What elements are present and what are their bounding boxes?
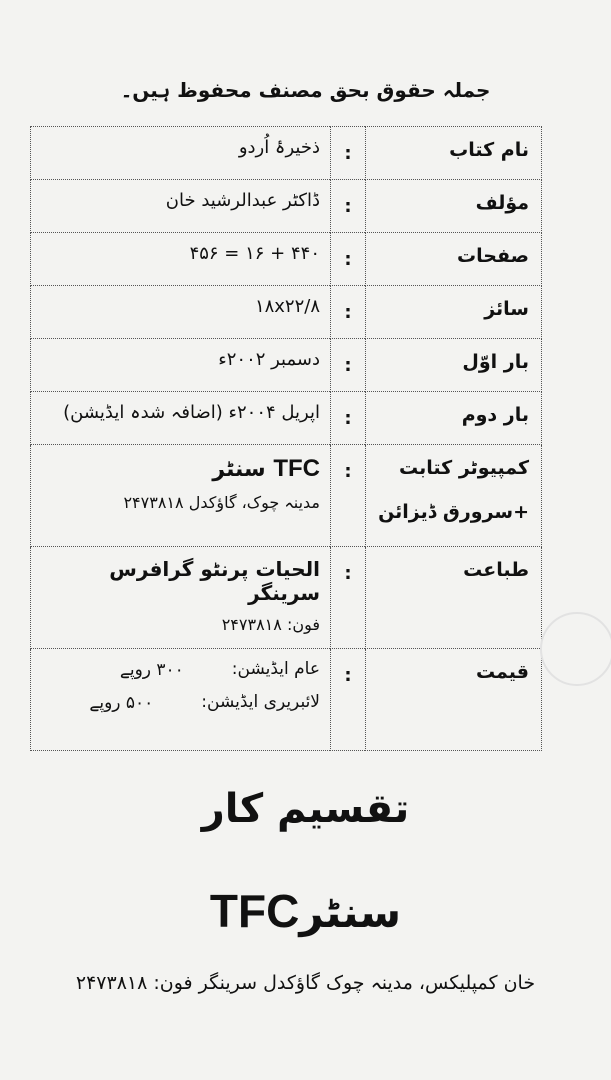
author-value: ڈاکٹر عبدالرشید خان [31, 180, 331, 233]
table-row [31, 127, 542, 180]
second-edition-label: بار دوم [366, 392, 542, 445]
table-row [31, 547, 542, 649]
table-row [31, 286, 542, 339]
pages-value: ۴۴۰ + ۱۶ = ۴۵۶ [31, 233, 331, 286]
colon: : [331, 286, 366, 339]
table-row [31, 392, 542, 445]
printing-value [31, 547, 331, 649]
table-row [31, 180, 542, 233]
printer-name: الحیات پرنٹو گرافرس سرینگر [109, 557, 320, 605]
price-general [31, 659, 320, 680]
printer-phone: فون: ۲۴۷۳۸۱۸ [221, 615, 320, 634]
composing-label [366, 445, 542, 547]
table-row [31, 649, 542, 751]
brand-center: سنٹر [299, 888, 402, 937]
second-edition-value: اپریل ۲۰۰۴ء (اضافہ شدہ ایڈیشن) [31, 392, 331, 445]
colon: : [331, 649, 366, 751]
composing-label-line2: +سرورق ڈیزائن [378, 501, 529, 523]
colon: : [331, 392, 366, 445]
colon: : [331, 339, 366, 392]
printing-label: طباعت [366, 547, 542, 649]
brand-tfc: TFC [273, 455, 320, 482]
first-edition-label: بار اوّل [366, 339, 542, 392]
distribution-brand [0, 884, 611, 938]
colon: : [331, 547, 366, 649]
book-info-table [30, 126, 542, 751]
book-name-value: ذخیرۂ اُردو [31, 127, 331, 180]
book-name-label: نام کتاب [366, 127, 542, 180]
author-label: مؤلف [366, 180, 542, 233]
brand-center: سنٹر [212, 457, 266, 482]
price-general-label: عام ایڈیشن: [231, 659, 320, 679]
price-library [31, 692, 320, 713]
colon: : [331, 445, 366, 547]
price-library-label: لائبریری ایڈیشن: [201, 692, 320, 712]
table-row [31, 339, 542, 392]
price-library-value: ۵۰۰ روپے [89, 693, 154, 713]
pages-label: صفحات [366, 233, 542, 286]
colon: : [331, 127, 366, 180]
colon: : [331, 233, 366, 286]
price-value [31, 649, 331, 751]
price-general-value: ۳۰۰ روپے [119, 660, 184, 680]
first-edition-value: دسمبر ۲۰۰۲ء [31, 339, 331, 392]
table-row [31, 445, 542, 547]
composing-label-line1: کمپیوٹر کتابت [399, 457, 529, 479]
table-row [31, 233, 542, 286]
brand-tfc: TFC [209, 885, 300, 937]
composing-address: مدینہ چوک، گاؤکدل ۲۴۷۳۸۱۸ [123, 493, 320, 512]
size-label: سائز [366, 286, 542, 339]
distribution-address: خان کمپلیکس، مدینہ چوک گاؤکدل سرینگر فون: ۲۴۷۳۸۱۸ [75, 972, 536, 994]
price-label: قیمت [366, 649, 542, 751]
faint-stamp [540, 612, 611, 686]
size-value: ۱۸x۲۲/۸ [31, 286, 331, 339]
distribution-title: تقسیم کار [201, 786, 410, 832]
composing-value [31, 445, 331, 547]
copyright-notice: جملہ حقوق بحق مصنف محفوظ ہیں۔ [120, 78, 491, 102]
composing-brand [31, 455, 320, 483]
colon: : [331, 180, 366, 233]
